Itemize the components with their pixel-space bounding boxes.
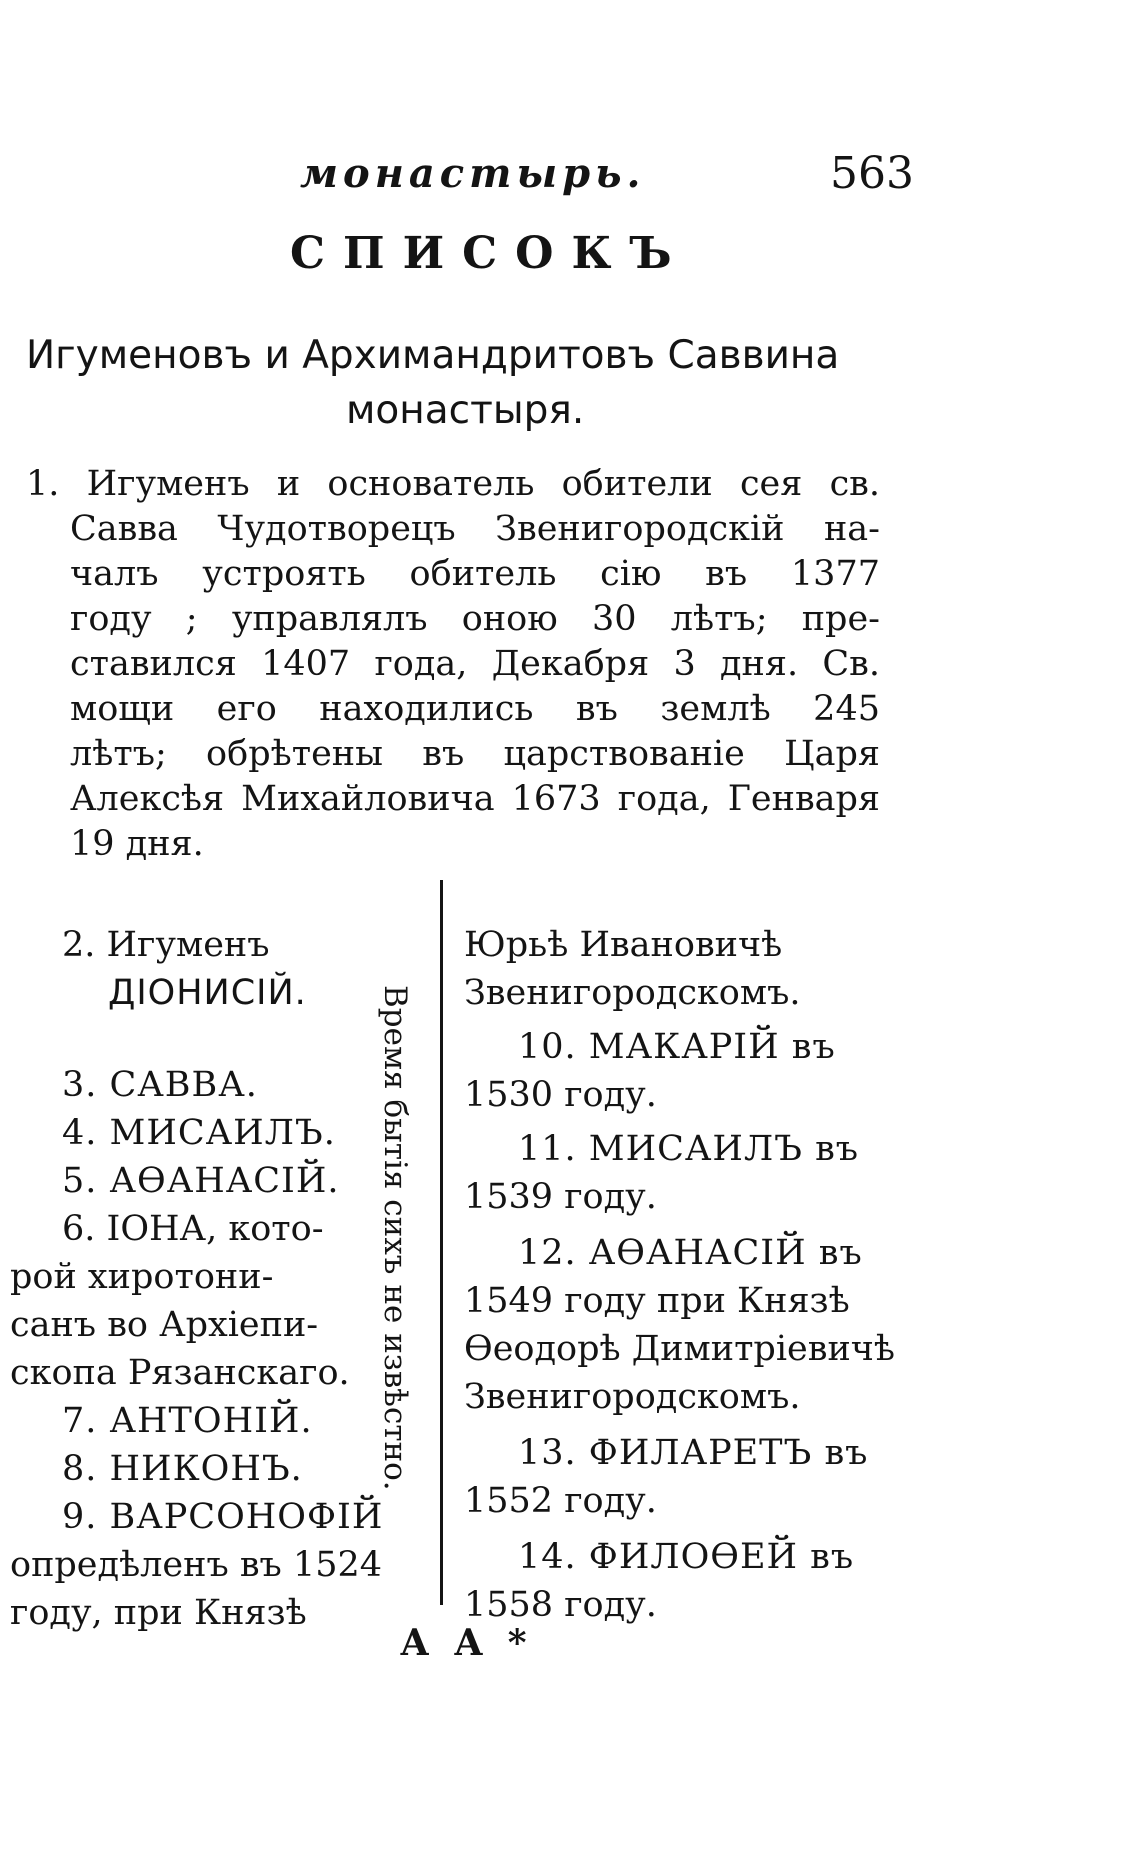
running-head: монастырь. [300, 150, 646, 197]
entry-1-line: чалъ устроять обитель сію въ 1377 [70, 554, 880, 594]
entry-6-line-2: рой хиротони- [10, 1257, 274, 1297]
column-divider [440, 880, 443, 1605]
entry-11-line-2: 1539 году. [464, 1177, 657, 1217]
entry-2-line-1: 2. Игуменъ [62, 925, 270, 965]
entry-14-line-1: 14. ФИЛОѲЕЙ въ [518, 1537, 855, 1577]
entry-6-line-4: скопа Рязанскаго. [10, 1353, 350, 1393]
entry-1-line: лѣтъ; обрѣтены въ царствованіе Царя [70, 734, 880, 774]
entry-9-continuation-line-1: Юрьѣ Ивановичѣ [464, 925, 783, 965]
entry-1-line: 1. Игуменъ и основатель обители сея св. [26, 464, 880, 504]
vertical-note-text: Время бытія сихъ не извѣстно. [377, 984, 413, 1491]
entry-1-line: ставился 1407 года, Декабря 3 дня. Св. [70, 644, 880, 684]
entry-10-line-1: 10. МАКАРІЙ въ [518, 1027, 836, 1067]
entry-5: 5. АѲАНАСІЙ. [62, 1161, 340, 1201]
entry-12-line-3: Ѳеодорѣ Димитріевичѣ [464, 1329, 896, 1369]
entry-9-line-3: году, при Князѣ [10, 1593, 307, 1633]
vertical-note [360, 880, 430, 1595]
entry-1-line: Савва Чудотворецъ Звенигородскій на- [70, 509, 880, 549]
entry-1-paragraph [26, 462, 880, 867]
entry-10-line-2: 1530 году. [464, 1075, 657, 1115]
entry-9-line-2: опредѣленъ въ 1524 [10, 1545, 383, 1585]
entry-1-line: 19 дня. [70, 824, 204, 864]
entry-11-line-1: 11. МИСАИЛЪ въ [518, 1129, 860, 1169]
entry-9-line-1: 9. ВАРСОНОФІЙ [62, 1497, 384, 1537]
entry-3: 3. САВВА. [62, 1065, 258, 1105]
entry-6-line-3: санъ во Архіепи- [10, 1305, 319, 1345]
entry-4: 4. МИСАИЛЪ. [62, 1113, 336, 1153]
list-title: СПИСОКЪ [290, 228, 690, 279]
entry-13-line-1: 13. ФИЛАРЕТЪ въ [518, 1433, 869, 1473]
entry-12-line-1: 12. АѲАНАСІЙ въ [518, 1233, 863, 1273]
entry-1-line: мощи его находились въ землѣ 245 [70, 689, 880, 729]
entry-2-name: ДІОНИСІЙ. [108, 973, 307, 1013]
signature-mark: А А * [400, 1622, 533, 1664]
entry-1-line: году ; управлялъ оною 30 лѣтъ; пре- [70, 599, 880, 639]
entry-9-continuation-line-2: Звенигородскомъ. [464, 973, 801, 1013]
entry-6-line-1: 6. ІОНА, кото- [62, 1209, 324, 1249]
page-number: 563 [830, 148, 914, 199]
entry-12-line-4: Звенигородскомъ. [464, 1377, 801, 1417]
subtitle-line-1: Игуменовъ и Архимандритовъ Саввина [26, 333, 840, 378]
entry-8: 8. НИКОНЪ. [62, 1449, 303, 1489]
entry-7: 7. АНТОНІЙ. [62, 1401, 313, 1441]
entry-13-line-2: 1552 году. [464, 1481, 657, 1521]
entry-14-line-2: 1558 году. [464, 1585, 657, 1625]
entry-12-line-2: 1549 году при Князѣ [464, 1281, 850, 1321]
subtitle-line-2: монастыря. [346, 388, 585, 433]
entry-1-line: Алексѣя Михайловича 1673 года, Генваря [70, 779, 880, 819]
